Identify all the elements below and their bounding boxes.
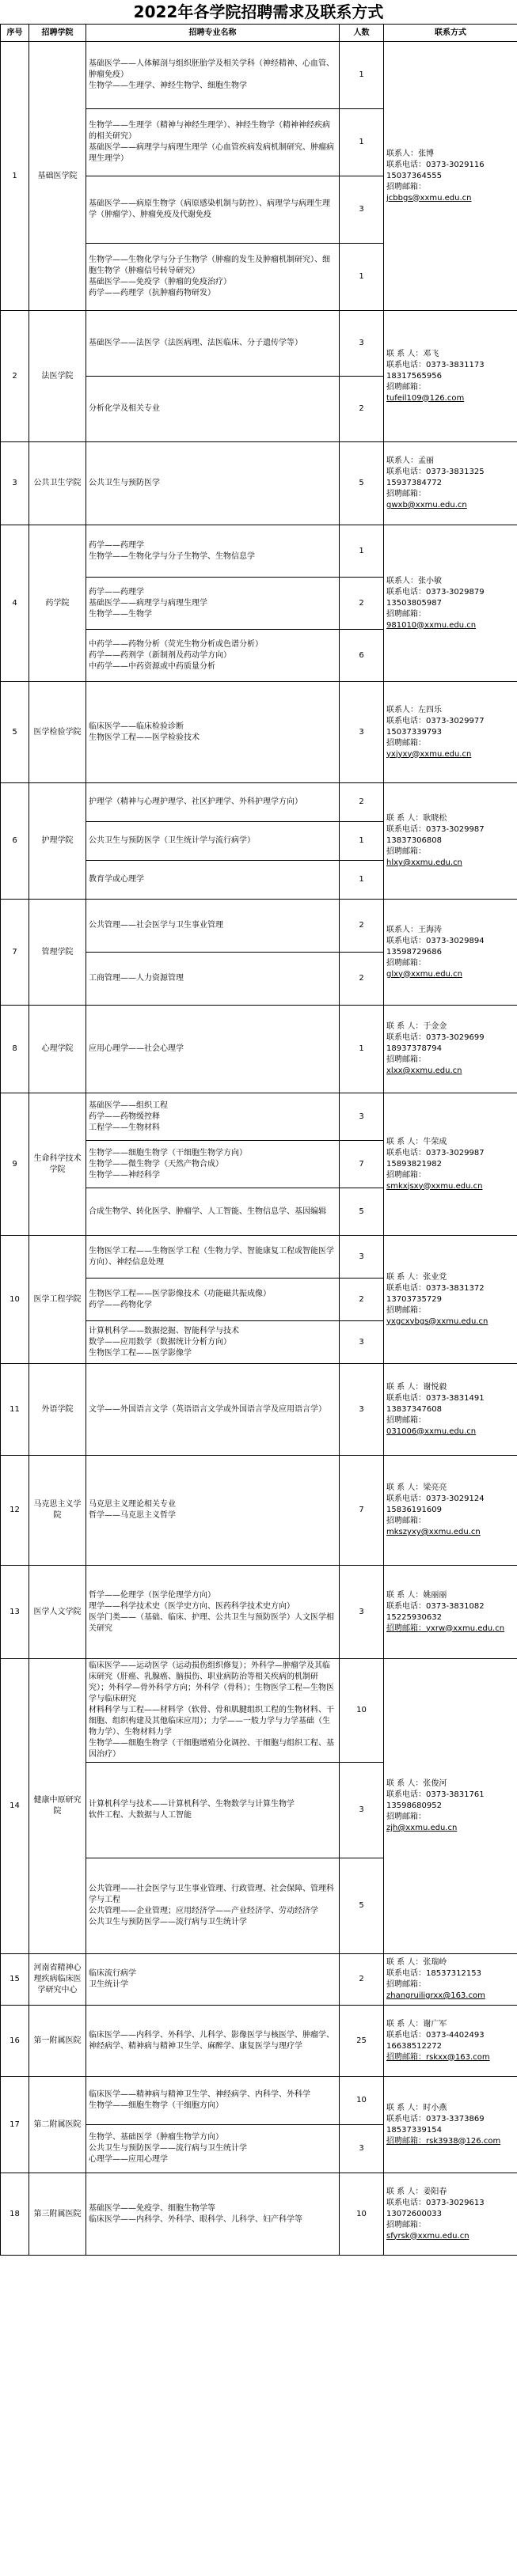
headcount: 2 <box>340 1279 384 1321</box>
headcount: 7 <box>340 1456 384 1566</box>
contact-line: 18317565956 <box>386 371 442 381</box>
table-row <box>1 682 517 783</box>
major-line: 哲学——马克思主义哲学 <box>89 1511 176 1520</box>
major-line: 公共管理——企业管理；应用经济学——产业经济学、劳动经济学 <box>89 1907 318 1915</box>
major-line: 哲学——伦理学（医学伦理学方向） <box>89 1590 215 1600</box>
contact-cell <box>384 1954 517 2006</box>
contact-line: 联 系 人：梁亮亮 <box>386 1483 447 1492</box>
row-number: 16 <box>1 2006 29 2077</box>
contact-line: 联 系 人：邓飞 <box>386 349 439 358</box>
page-title: 2022年各学院招聘需求及联系方式 <box>133 2 384 21</box>
major-line: 临床流行病学 <box>89 1969 136 1978</box>
contact-line: 招聘邮箱： <box>386 1305 426 1315</box>
contact-email-link[interactable]: glxy@xxmu.edu.cn <box>386 969 462 979</box>
major-cell <box>86 1279 340 1321</box>
contact-line: 招聘邮箱： <box>386 1517 426 1525</box>
contact-cell <box>384 2006 517 2077</box>
college-name: 第一附属医院 <box>29 2006 86 2077</box>
table-row <box>1 1456 517 1566</box>
major-cell <box>86 244 340 311</box>
table-row <box>1 42 517 109</box>
major-line: 工程学——生物材料 <box>89 1123 160 1132</box>
contact-email-link[interactable]: yxgcxybgs@xxmu.edu.cn <box>386 1316 488 1326</box>
major-line: 合成生物学、转化医学、肿瘤学、人工智能、生物信息学、基因编辑 <box>89 1207 326 1216</box>
major-cell <box>86 2125 340 2173</box>
major-cell <box>86 953 340 1006</box>
header-college: 招聘学院 <box>29 25 86 42</box>
major-line: 生物医学工程——医学检验技术 <box>89 733 200 742</box>
headcount: 1 <box>340 109 384 176</box>
major-line: 中药学——药物分析（荧光生物分析或色谱分析） <box>89 639 263 649</box>
headcount: 6 <box>340 630 384 682</box>
headcount: 2 <box>340 377 384 442</box>
contact-line: 招聘邮箱： <box>386 609 426 619</box>
major-line: 生物学、基础医学（肿瘤生物学方向） <box>89 2133 223 2142</box>
major-line: 生物医学工程——医学影像技术（功能磁共振成像） <box>89 1289 271 1298</box>
contact-line: 联系电话：0373-3029879 <box>386 587 485 597</box>
major-line: 公共卫生与预防医学——流行病与卫生统计学 <box>89 1918 247 1926</box>
contact-cell <box>384 682 517 783</box>
table-row <box>1 1566 517 1659</box>
major-cell <box>86 1236 340 1279</box>
major-cell <box>86 1093 340 1141</box>
major-cell <box>86 1141 340 1188</box>
contact-line: 联 系 人：谢悦毅 <box>386 1382 447 1392</box>
headcount: 1 <box>340 822 384 861</box>
headcount: 5 <box>340 1188 384 1236</box>
contact-line: 联系人：张小敏 <box>386 576 442 585</box>
contact-line: 联 系 人：张俊河 <box>386 1779 447 1788</box>
headcount: 3 <box>340 176 384 244</box>
headcount: 3 <box>340 2125 384 2173</box>
row-number: 13 <box>1 1566 29 1659</box>
major-line: 临床医学——内科学、外科学、眼科学、儿科学、妇产科学等 <box>89 2214 302 2224</box>
contact-line: 13837306808 <box>386 836 442 845</box>
major-cell <box>86 2006 340 2077</box>
contact-line: 联系电话：0373-3831491 <box>386 1393 485 1403</box>
major-line: 医学门类——（基础、临床、护理、公共卫生与预防医学）人文医学相关研究 <box>89 1612 334 1633</box>
headcount: 3 <box>340 1364 384 1456</box>
contact-line: 招聘邮箱： <box>386 1170 426 1180</box>
contact-line: 13598729686 <box>386 947 442 957</box>
contact-cell <box>384 442 517 525</box>
contact-line: 联系电话：0373-3831761 <box>386 1790 485 1799</box>
headcount: 5 <box>340 442 384 525</box>
contact-line: 联系电话：0373-3831325 <box>386 468 485 476</box>
contact-cell <box>384 1236 517 1364</box>
major-cell <box>86 2077 340 2125</box>
header-no: 序号 <box>1 25 29 42</box>
contact-cell <box>384 42 517 311</box>
contact-line: 联 系 人：耿晓松 <box>386 814 447 823</box>
major-line: 药学——药理学（抗肿瘤药物研发） <box>89 289 215 297</box>
major-line: 护理学（精神与心理护理学、社区护理学、外科护理学方向） <box>89 797 302 806</box>
row-number: 2 <box>1 311 29 442</box>
row-number: 7 <box>1 900 29 1006</box>
contact-cell <box>384 1659 517 1954</box>
contact-line: 联 系 人：于金金 <box>386 1022 447 1031</box>
major-line: 计算机科学与技术——计算机科学、生物数学与计算生物学 <box>89 1800 295 1809</box>
college-name: 医学工程学院 <box>29 1236 86 1364</box>
college-name: 法医学院 <box>29 311 86 442</box>
contact-cell <box>384 900 517 1006</box>
major-line: 公共卫生与预防医学——流行病与卫生统计学 <box>89 2144 247 2153</box>
major-cell <box>86 1858 340 1954</box>
contact-email-link[interactable]: 031006@xxmu.edu.cn <box>386 1426 477 1436</box>
major-line: 基础医学——病理学与病理生理学（心血管疾病发病机制研究、肿瘤病理生理学） <box>89 143 334 163</box>
row-number: 18 <box>1 2173 29 2256</box>
major-line: 数学——应用数学（数据统计分析方向） <box>89 1337 231 1347</box>
major-cell <box>86 861 340 900</box>
contact-line: 联系电话：0373-3029699 <box>386 1033 485 1042</box>
major-line: 材料科学与工程——材料学（软骨、骨和肌腱组织工程的生物材料、干细胞、组织构建及其他临床应用）；力学——一般力学与力学基础（生物力学）、生物材料力学 <box>89 1706 334 1737</box>
major-line: 基础医学——法医学（法医病理、法医临床、分子遗传学等） <box>89 339 302 347</box>
row-number: 14 <box>1 1659 29 1954</box>
major-cell <box>86 682 340 783</box>
major-cell <box>86 900 340 953</box>
major-cell <box>86 1456 340 1566</box>
contact-line: 招聘邮箱： <box>386 738 426 748</box>
major-line: 马克思主义理论相关专业 <box>89 1500 176 1509</box>
major-line: 药学——药剂学（新制剂及药动学方向） <box>89 650 231 660</box>
contact-line: 招聘邮箱： <box>386 958 426 968</box>
headcount: 3 <box>340 1236 384 1279</box>
major-line: 公共管理——社会医学与卫生事业管理 <box>89 921 223 930</box>
contact-line: 联系电话：0373-3831082 <box>386 1601 485 1611</box>
row-number: 15 <box>1 1954 29 2006</box>
contact-cell <box>384 2077 517 2173</box>
contact-line: 招聘邮箱： <box>386 2220 426 2229</box>
contact-cell <box>384 1006 517 1093</box>
contact-line: 招聘邮箱： <box>386 182 426 191</box>
contact-email-link[interactable]: yxjyxy@xxmu.edu.cn <box>386 749 472 759</box>
headcount: 10 <box>340 2173 384 2256</box>
table-row <box>1 1954 517 2006</box>
table-row <box>1 1006 517 1093</box>
contact-cell <box>384 1093 517 1236</box>
major-cell <box>86 442 340 525</box>
table-body <box>1 42 517 2256</box>
major-cell <box>86 2173 340 2256</box>
major-cell <box>86 1763 340 1858</box>
contact-line: 联系电话：0373-3029124 <box>386 1494 485 1503</box>
row-number: 8 <box>1 1006 29 1093</box>
headcount: 2 <box>340 1954 384 2006</box>
contact-line: 15225930632 <box>386 1612 442 1622</box>
row-number: 9 <box>1 1093 29 1236</box>
contact-line: 联系电话：0373-3831372 <box>386 1283 485 1293</box>
headcount: 25 <box>340 2006 384 2077</box>
college-name: 外语学院 <box>29 1364 86 1456</box>
contact-line: 15836191609 <box>386 1506 442 1514</box>
contact-line: 招聘邮箱： <box>386 1980 426 1989</box>
college-name: 公共卫生学院 <box>29 442 86 525</box>
contact-cell <box>384 2173 517 2256</box>
major-line: 临床医学——精神病与精神卫生学、神经病学、内科学、外科学 <box>89 2090 310 2099</box>
contact-line: 联系人：孟丽 <box>386 456 434 465</box>
contact-line: 联系电话：0373-3029894 <box>386 936 485 945</box>
major-line: 文学——外国语言文学（英语语言文学或外国语言学及应用语言学） <box>89 1404 326 1414</box>
college-name: 基础医学院 <box>29 42 86 311</box>
headcount: 1 <box>340 42 384 109</box>
major-cell <box>86 1364 340 1456</box>
major-line: 计算机科学——数据挖掘、智能科学与技术 <box>89 1326 239 1335</box>
contact-line: 联系人：左四乐 <box>386 705 442 714</box>
table-row <box>1 2173 517 2256</box>
headcount: 1 <box>340 861 384 900</box>
contact-cell <box>384 311 517 442</box>
major-line: 临床医学——内科学、外科学、儿科学、影像医学与核医学、肿瘤学、神经病学、精神病与精神卫生学、麻醉学、康复医学与理疗学 <box>89 2030 334 2051</box>
major-cell <box>86 1006 340 1093</box>
college-name: 第三附属医院 <box>29 2173 86 2256</box>
headcount: 2 <box>340 783 384 822</box>
college-name: 管理学院 <box>29 900 86 1006</box>
contact-email-link[interactable]: 招聘邮箱：rskxx@163.com <box>386 2052 490 2062</box>
contact-line: 联 系 人：谢广军 <box>386 2019 447 2029</box>
headcount: 3 <box>340 311 384 377</box>
row-number: 4 <box>1 525 29 682</box>
major-line: 生物学——细胞生物学（干细胞增殖分化调控、干细胞与组织工程、基因治疗） <box>89 1739 334 1759</box>
contact-line: 13703735729 <box>386 1294 442 1304</box>
major-line: 生物学——生物化学与分子生物学、生物信息学 <box>89 551 255 561</box>
table-row <box>1 2006 517 2077</box>
table-row <box>1 2077 517 2125</box>
college-name: 护理学院 <box>29 783 86 900</box>
college-name: 河南省精神心理疾病临床医学研究中心 <box>29 1954 86 2006</box>
table-row <box>1 1093 517 1141</box>
major-cell <box>86 822 340 861</box>
headcount: 3 <box>340 682 384 783</box>
contact-line: 招聘邮箱： <box>386 490 426 498</box>
recruitment-table <box>0 24 517 2256</box>
major-line: 公共管理——社会医学与卫生事业管理、行政管理、社会保障、管理科学与工程 <box>89 1885 334 1904</box>
major-line: 中药学——中药资源或中药质量分析 <box>89 661 215 671</box>
contact-line: 联系人：张博 <box>386 149 434 158</box>
contact-line: 联系电话：0373-4402493 <box>386 2030 485 2040</box>
major-cell <box>86 578 340 630</box>
contact-line: 招聘邮箱： <box>386 1055 426 1064</box>
college-name: 生命科学技术学院 <box>29 1093 86 1236</box>
header-major: 招聘专业名称 <box>86 25 340 42</box>
header-contact: 联系方式 <box>384 25 517 42</box>
contact-line: 15893821982 <box>386 1159 442 1169</box>
row-number: 10 <box>1 1236 29 1364</box>
major-cell <box>86 1566 340 1659</box>
contact-email-link[interactable]: gwxb@xxmu.edu.cn <box>386 501 467 510</box>
major-line: 药学——药理学 <box>89 540 144 550</box>
table-row <box>1 900 517 953</box>
contact-cell <box>384 525 517 682</box>
contact-line: 联 系 人：姚丽丽 <box>386 1590 447 1600</box>
contact-line: 13072600033 <box>386 2209 442 2218</box>
row-number: 17 <box>1 2077 29 2173</box>
table-row <box>1 525 517 578</box>
major-line: 基础医学——免疫学、细胞生物学等 <box>89 2203 215 2213</box>
headcount: 3 <box>340 1763 384 1858</box>
college-name: 医学检验学院 <box>29 682 86 783</box>
major-line: 工商管理——人力资源管理 <box>89 974 184 983</box>
contact-line: 15037339793 <box>386 727 442 737</box>
major-line: 生物学——细胞生物学（干细胞方向） <box>89 2101 223 2110</box>
headcount: 7 <box>340 1141 384 1188</box>
contact-line: 联 系 人：时小燕 <box>386 2103 447 2112</box>
headcount: 2 <box>340 900 384 953</box>
contact-email-link[interactable]: 招聘邮箱：yxrw@xxmu.edu.cn <box>386 1623 505 1633</box>
headcount: 3 <box>340 1321 384 1364</box>
contact-cell <box>384 1364 517 1456</box>
contact-line: 联系电话：0373-3373869 <box>386 2114 485 2123</box>
contact-line: 联系电话：0373-3029987 <box>386 1148 485 1157</box>
table-header-row <box>1 25 517 42</box>
row-number: 1 <box>1 42 29 311</box>
contact-email-link[interactable]: xlxx@xxmu.edu.cn <box>386 1066 462 1075</box>
contact-email-link[interactable]: zhangruiligrxx@163.com <box>386 1991 485 2000</box>
major-line: 药学——药理学 <box>89 587 144 597</box>
major-line: 分析化学及相关专业 <box>89 404 160 413</box>
contact-line: 13503805987 <box>386 598 442 608</box>
contact-email-link[interactable]: smkxjsxy@xxmu.edu.cn <box>386 1181 483 1191</box>
major-line: 公共卫生与预防医学（卫生统计学与流行病学） <box>89 836 255 845</box>
headcount: 1 <box>340 525 384 578</box>
major-line: 基础医学——病理学与病理生理学 <box>89 598 207 608</box>
headcount: 1 <box>340 244 384 311</box>
contact-line: 联系电话：0373-3029613 <box>386 2198 485 2207</box>
contact-line: 联 系 人：张业党 <box>386 1272 447 1282</box>
contact-line: 18537339154 <box>386 2125 442 2135</box>
contact-line: 招聘邮箱： <box>386 382 426 392</box>
major-line: 药学——药物缓控释 <box>89 1112 160 1121</box>
contact-line: 联 系 人：张瑞岭 <box>386 1958 447 1967</box>
table-row <box>1 442 517 525</box>
headcount: 10 <box>340 2077 384 2125</box>
major-line: 临床医学——临床检验诊断 <box>89 722 184 731</box>
major-line: 心理学——应用心理学 <box>89 2155 168 2164</box>
major-cell <box>86 1659 340 1763</box>
major-line: 生物学——微生物学（天然产物合成） <box>89 1159 223 1169</box>
college-name: 马克思主义学院 <box>29 1456 86 1566</box>
contact-email-link[interactable]: jcbbgs@xxmu.edu.cn <box>386 193 472 203</box>
headcount: 2 <box>340 953 384 1006</box>
contact-cell <box>384 1456 517 1566</box>
major-line: 基础医学——病原生物学（病原感染机制与防控）、病理学与病理生理学（肿瘤学）、肿瘤免疫及代谢免疫 <box>89 199 330 219</box>
contact-line: 15037364555 <box>386 171 442 180</box>
contact-email-link[interactable]: mkszyxy@xxmu.edu.cn <box>386 1528 481 1536</box>
headcount: 2 <box>340 578 384 630</box>
major-cell <box>86 630 340 682</box>
college-name: 药学院 <box>29 525 86 682</box>
major-cell <box>86 377 340 442</box>
college-name: 健康中原研究院 <box>29 1659 86 1954</box>
contact-email-link[interactable]: hlxy@xxmu.edu.cn <box>386 858 462 867</box>
major-cell <box>86 1954 340 2006</box>
contact-line: 招聘邮箱： <box>386 1415 426 1425</box>
contact-line: 联 系 人：牛荣成 <box>386 1137 447 1146</box>
contact-line: 16638512272 <box>386 2041 442 2051</box>
major-line: 基础医学——组织工程 <box>89 1100 168 1110</box>
major-cell <box>86 1321 340 1364</box>
contact-cell <box>384 783 517 900</box>
college-name: 心理学院 <box>29 1006 86 1093</box>
table-row <box>1 783 517 822</box>
contact-line: 13598680952 <box>386 1801 442 1810</box>
contact-line: 联系电话：0373-3029987 <box>386 825 485 834</box>
major-line: 卫生统计学 <box>89 1980 128 1989</box>
major-line: 理学——科学技术史（医学史方向、医药科学技术史方向） <box>89 1601 295 1611</box>
table-row <box>1 1364 517 1456</box>
major-line: 生物医学工程——生物医学工程（生物力学、智能康复工程或智能医学方向）、神经信息处理 <box>89 1246 334 1267</box>
major-line: 临床医学——运动医学（运动损伤组织修复）；外科学—肿瘤学及其临床研究（肝癌、乳腺癌、脑损伤、职业病防治等相关疾病的机制研究）；外科学—骨外科学方向；外科学（骨科）；生物医学工程—生物医学与临床研究 <box>89 1661 334 1703</box>
college-name: 第二附属医院 <box>29 2077 86 2173</box>
contact-line: 联系电话：18537312153 <box>386 1969 481 1978</box>
contact-email-link[interactable]: 招聘邮箱：rsk3938@126.com <box>386 2136 501 2146</box>
row-number: 11 <box>1 1364 29 1456</box>
headcount: 1 <box>340 1006 384 1093</box>
contact-line: 18937378794 <box>386 1044 442 1053</box>
major-cell <box>86 42 340 109</box>
major-line: 公共卫生与预防医学 <box>89 479 160 487</box>
major-line: 生物医学工程——医学影像学 <box>89 1348 192 1358</box>
major-line: 应用心理学——社会心理学 <box>89 1044 184 1053</box>
major-line: 生物学——生物学 <box>89 609 152 619</box>
contact-email-link[interactable]: 981010@xxmu.edu.cn <box>386 620 477 630</box>
contact-line: 15937384772 <box>386 479 442 487</box>
row-number: 3 <box>1 442 29 525</box>
major-line: 教育学或心理学 <box>89 875 144 884</box>
contact-cell <box>384 1566 517 1659</box>
major-line: 生物学——细胞生物学（干细胞生物学方向） <box>89 1148 247 1157</box>
major-line: 生物学——生物化学与分子生物学（肿瘤的发生及肿瘤机制研究）、细胞生物学（肿瘤信号转导研究） <box>89 256 330 275</box>
table-row <box>1 1659 517 1763</box>
headcount: 10 <box>340 1659 384 1763</box>
table-row <box>1 1236 517 1279</box>
contact-line: 联 系 人：姜阳春 <box>386 2187 447 2196</box>
major-line: 生物学——神经科学 <box>89 1170 160 1180</box>
row-number: 5 <box>1 682 29 783</box>
row-number: 12 <box>1 1456 29 1566</box>
contact-line: 招聘邮箱： <box>386 847 426 856</box>
major-cell <box>86 109 340 176</box>
major-cell <box>86 311 340 377</box>
major-cell <box>86 525 340 578</box>
major-line: 软件工程、大数据与人工智能 <box>89 1811 192 1820</box>
header-count: 人数 <box>340 25 384 42</box>
contact-line: 联系电话：0373-3029977 <box>386 716 485 725</box>
row-number: 6 <box>1 783 29 900</box>
contact-line: 13837347608 <box>386 1404 442 1414</box>
contact-line: 招聘邮箱： <box>386 1813 426 1821</box>
major-cell <box>86 176 340 244</box>
major-cell <box>86 1188 340 1236</box>
major-line: 基础医学——人体解剖与组织胚胎学及相关学科（神经精神、心血管、肿瘤免疫） <box>89 59 334 79</box>
contact-line: 联系人：王海涛 <box>386 925 442 934</box>
contact-email-link[interactable]: zjh@xxmu.edu.cn <box>386 1824 458 1832</box>
major-line: 生物学——生理学、神经生物学、细胞生物学 <box>89 81 247 90</box>
headcount: 3 <box>340 1093 384 1141</box>
major-line: 药学——药物化学 <box>89 1300 152 1309</box>
contact-line: 联系电话：0373-3029116 <box>386 160 485 169</box>
college-name: 医学人文学院 <box>29 1566 86 1659</box>
major-line: 基础医学——免疫学（肿瘤的免疫治疗） <box>89 278 231 286</box>
headcount: 5 <box>340 1858 384 1954</box>
major-line: 生物学——生理学（精神与神经生理学）、神经生物学（精神神经疾病的相关研究） <box>89 121 330 141</box>
contact-line: 联系电话：0373-3831173 <box>386 360 485 369</box>
contact-email-link[interactable]: sfyrsk@xxmu.edu.cn <box>386 2231 469 2241</box>
contact-email-link[interactable]: tufeil109@126.com <box>386 393 465 403</box>
headcount: 3 <box>340 1566 384 1659</box>
major-cell <box>86 783 340 822</box>
table-row <box>1 311 517 377</box>
